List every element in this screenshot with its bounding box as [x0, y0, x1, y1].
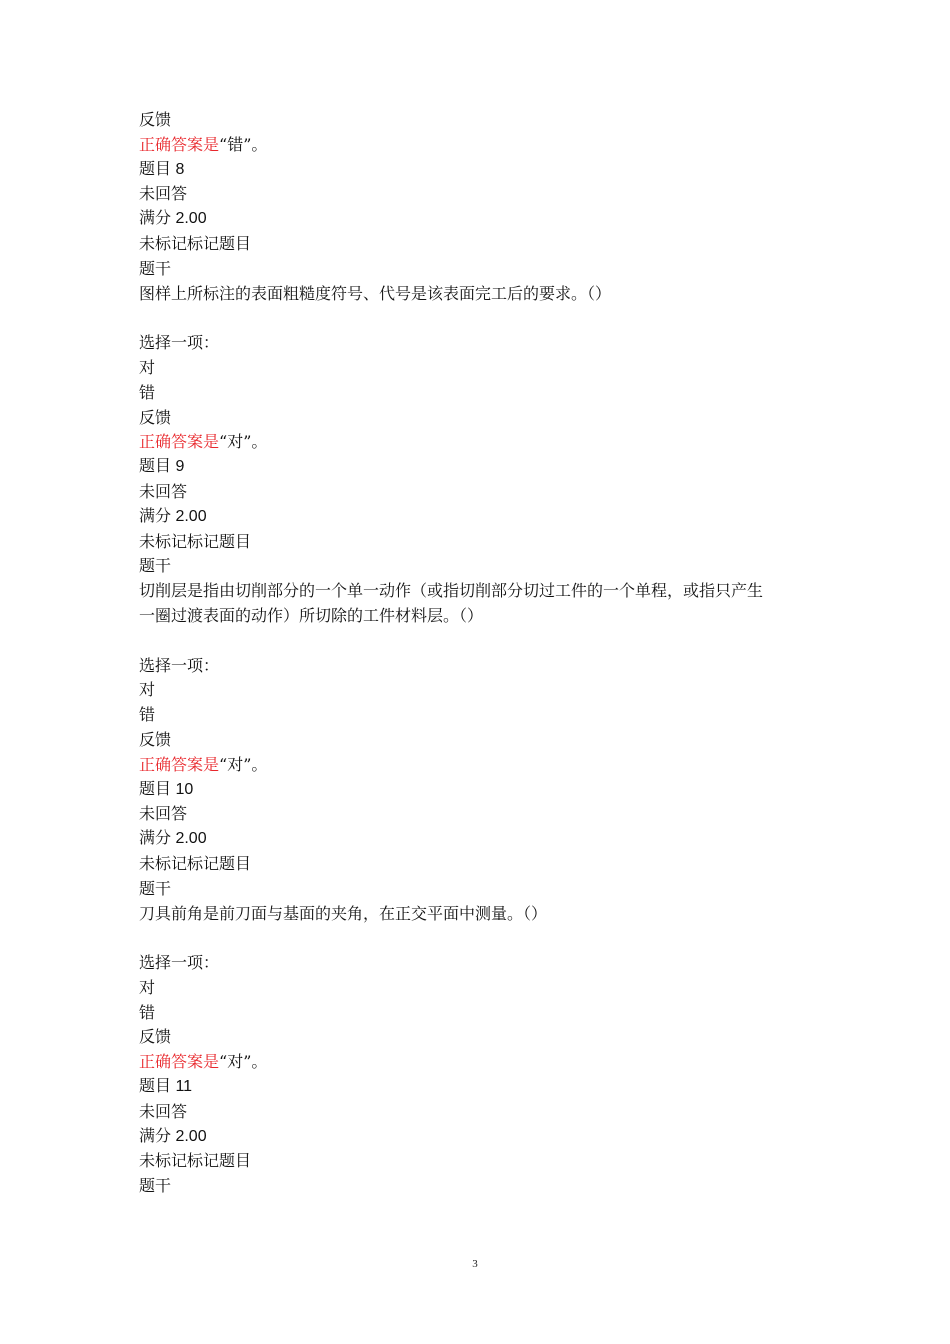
question-title: 题目 9: [139, 458, 185, 476]
question-status: 未回答: [139, 804, 188, 824]
question-stem: 刀具前角是前刀面与基面的夹角，在正交平面中测量。（）: [139, 903, 548, 923]
question-status: 未回答: [139, 184, 188, 204]
option-true[interactable]: 对: [139, 357, 156, 377]
option-false[interactable]: 错: [139, 705, 156, 725]
choose-one-label: 选择一项：: [139, 953, 220, 973]
choose-one-label: 选择一项：: [139, 333, 220, 353]
answer-prefix: 正确答案是: [139, 754, 220, 774]
option-true[interactable]: 对: [139, 680, 156, 700]
option-false[interactable]: 错: [139, 382, 156, 402]
correct-answer: [139, 1050, 809, 1075]
question-stem-line-2: 一圈过渡表面的动作）所切除的工件材料层。（）: [139, 605, 484, 625]
question-title: 题目 10: [139, 780, 194, 798]
stem-label: 题干: [139, 1176, 172, 1196]
answer-value: “对”。: [219, 432, 268, 452]
stem-label: 题干: [139, 258, 172, 278]
question-score: 满分 2.00: [139, 210, 207, 228]
answer-prefix: 正确答案是: [139, 432, 220, 452]
stem-label: 题干: [139, 556, 172, 576]
feedback-label: 反馈: [139, 110, 172, 129]
correct-answer: [139, 133, 809, 158]
question-status: 未回答: [139, 1101, 188, 1121]
question-stem-line-1: 切削层是指由切削部分的一个单一动作（或指切削部分切过工件的一个单程，或指只产生: [139, 581, 764, 601]
stem-label: 题干: [139, 878, 172, 898]
question-score: 满分 2.00: [139, 830, 207, 848]
feedback-label: 反馈: [139, 1027, 172, 1047]
answer-prefix: 正确答案是: [139, 1052, 220, 1072]
correct-answer: [139, 753, 809, 778]
flag-question[interactable]: 未标记标记题目: [139, 1151, 252, 1171]
choose-one-label: 选择一项：: [139, 655, 220, 675]
page-number: 3: [472, 1258, 478, 1270]
correct-answer: [139, 430, 809, 455]
flag-question[interactable]: 未标记标记题目: [139, 233, 252, 253]
question-score: 满分 2.00: [139, 1127, 207, 1145]
feedback-label: 反馈: [139, 729, 172, 749]
option-false[interactable]: 错: [139, 1002, 156, 1022]
option-true[interactable]: 对: [139, 977, 156, 997]
feedback-label: 反馈: [139, 407, 172, 427]
question-title: 题目 8: [139, 160, 185, 178]
answer-prefix: 正确答案是: [139, 134, 220, 154]
question-score: 满分 2.00: [139, 507, 207, 525]
quiz-content: [139, 108, 809, 1199]
answer-value: “错”。: [219, 134, 268, 154]
answer-value: “对”。: [219, 1052, 268, 1072]
flag-question[interactable]: 未标记标记题目: [139, 531, 252, 551]
question-status: 未回答: [139, 481, 188, 501]
flag-question[interactable]: 未标记标记题目: [139, 853, 252, 873]
question-title: 题目 11: [139, 1078, 193, 1096]
question-stem: 图样上所标注的表面粗糙度符号、代号是该表面完工后的要求。（）: [139, 283, 612, 303]
answer-value: “对”。: [219, 754, 268, 774]
